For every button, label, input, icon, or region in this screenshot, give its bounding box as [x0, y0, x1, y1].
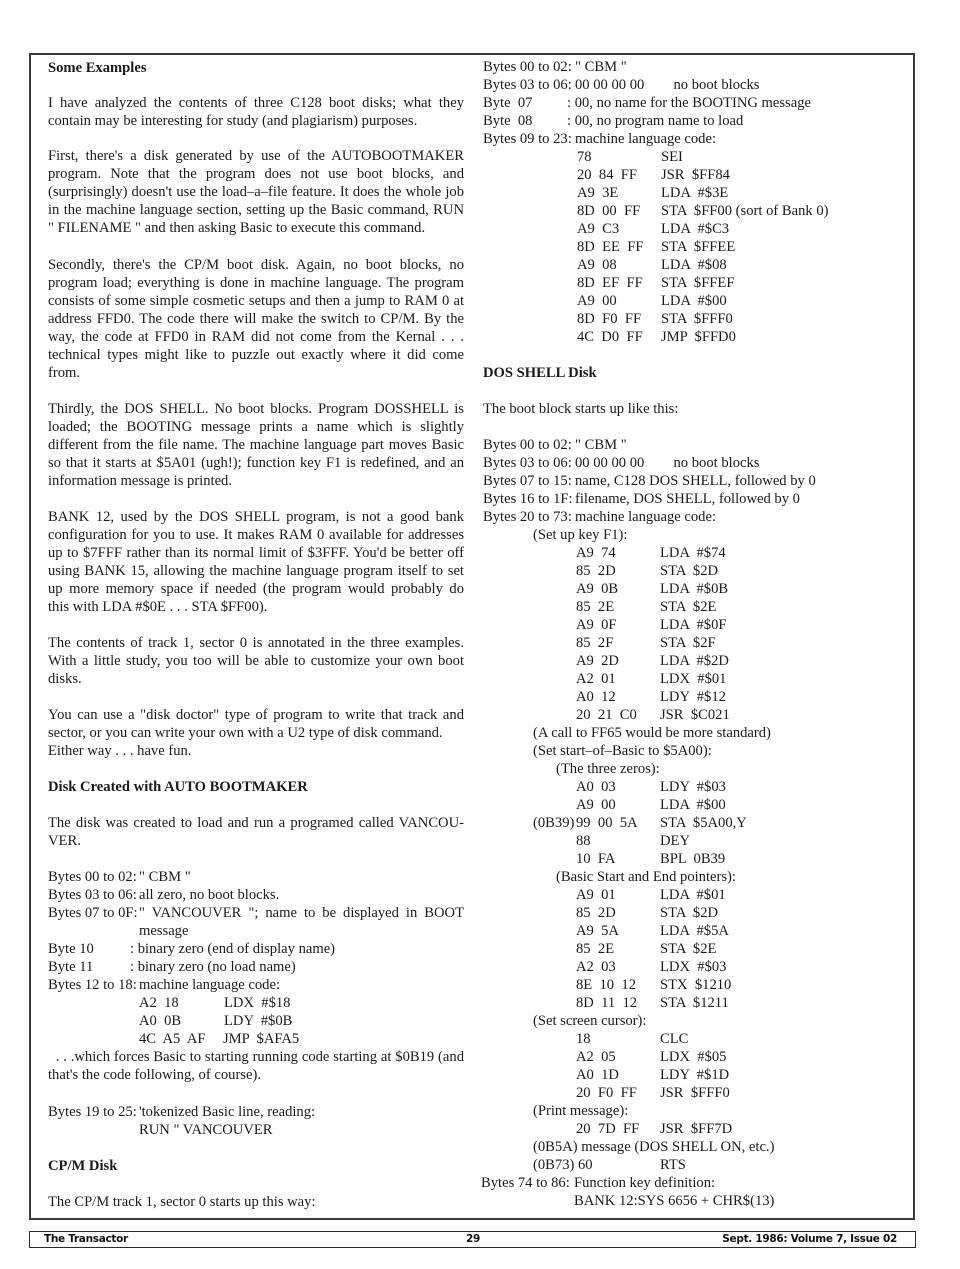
code-comment: (A call to FF65 would be more standard) [533, 725, 771, 741]
byte-value: : 00, no name for the BOOTING message [567, 95, 811, 111]
code-asm: STA $FFF0 [661, 311, 733, 327]
byte-value: " VANCOUVER "; name to be displayed in BOOT [139, 905, 464, 921]
code-hex: 78 [577, 149, 592, 165]
code-hex: 85 2D [576, 563, 616, 579]
paragraph-line: that's the code following, of course). [48, 1067, 261, 1083]
byte-label: Bytes 03 to 06: [483, 77, 572, 93]
paragraph-line: way, the code at FFD0 in RAM did not come from the Kernal . . . [48, 329, 464, 345]
byte-value: " CBM " [575, 437, 627, 453]
code-asm: CLC [660, 1031, 689, 1047]
code-asm: LDX #$03 [660, 959, 727, 975]
byte-value: filename, DOS SHELL, followed by 0 [575, 491, 800, 507]
code-asm: STX $1210 [660, 977, 732, 993]
code-hex: 85 2E [576, 599, 615, 615]
code-hex: 4C A5 AF [139, 1031, 206, 1047]
byte-value: : binary zero (no load name) [130, 959, 296, 975]
code-hex: 8D F0 FF [577, 311, 642, 327]
byte-label: Byte 10 [48, 941, 94, 957]
paragraph-line: contain may be interesting for study (and plagiarism) purposes. [48, 113, 418, 129]
byte-label: Bytes 20 to 73: [483, 509, 572, 525]
footer-issue: Sept. 1986: Volume 7, Issue 02 [722, 1233, 897, 1245]
paragraph-line: The boot block starts up like this: [483, 401, 679, 417]
byte-value: : binary zero (end of display name) [130, 941, 336, 957]
byte-label: Bytes 07 to 15: [483, 473, 572, 489]
code-asm: STA $FFEE [661, 239, 736, 255]
code-asm: LDA #$08 [661, 257, 727, 273]
paragraph-line: " FILENAME " and then asking Basic to execute this command. [48, 220, 426, 236]
paragraph-line: Thirdly, the DOS SHELL. No boot blocks. Program DOSSHELL is [48, 401, 464, 417]
byte-value: 00 00 00 00 no boot blocks [575, 455, 760, 471]
paragraph-line: sector, or you can write your own with a U2 type of disk command. [48, 725, 443, 741]
paragraph-line: program. Note that the program does not use boot blocks, and [48, 166, 464, 182]
code-hex: 85 2E [576, 941, 615, 957]
code-hex: 8D 00 FF [577, 203, 641, 219]
code-hex: A9 3E [577, 185, 619, 201]
byte-label: Bytes 74 to 86: [481, 1175, 570, 1191]
code-asm: JMP $AFA5 [223, 1031, 300, 1047]
code-hex: 20 21 C0 [576, 707, 637, 723]
paragraph-line: disks. [48, 671, 82, 687]
byte-value: " CBM " [575, 59, 627, 75]
code-basic-line: RUN " VANCOUVER [139, 1122, 273, 1138]
byte-label: Byte 07 [483, 95, 533, 111]
code-asm: JSR $FF84 [661, 167, 730, 183]
code-asm: STA $2D [660, 905, 719, 921]
code-asm: LDY #$03 [660, 779, 726, 795]
code-hex: A0 03 [576, 779, 616, 795]
code-address: (0B73) 60 [533, 1157, 593, 1173]
code-asm: STA $2E [660, 941, 717, 957]
code-asm: LDX #$18 [224, 995, 291, 1011]
code-hex: 8E 10 12 [576, 977, 636, 993]
code-asm: STA $2E [660, 599, 717, 615]
code-hex: A0 0B [139, 1013, 182, 1029]
code-hex: 4C D0 FF [577, 329, 643, 345]
code-asm: JSR $FFF0 [660, 1085, 730, 1101]
code-hex: 85 2F [576, 635, 614, 651]
code-asm: LDY #$0B [224, 1013, 293, 1029]
code-hex: A2 18 [139, 995, 179, 1011]
code-comment: (0B5A) message (DOS SHELL ON, etc.) [533, 1139, 775, 1155]
code-comment: (Basic Start and End pointers): [556, 869, 736, 885]
heading-some-examples: Some Examples [48, 60, 147, 76]
byte-value: " CBM " [139, 869, 191, 885]
code-comment: (The three zeros): [556, 761, 660, 777]
byte-value: machine language code: [139, 977, 281, 993]
code-hex: A9 0B [576, 581, 619, 597]
byte-label: Bytes 16 to 1F: [483, 491, 573, 507]
code-hex: 8D EE FF [577, 239, 644, 255]
code-hex: 8D 11 12 [576, 995, 638, 1011]
paragraph-line: up more memory space if needed (the program would probably do [48, 581, 464, 597]
page-footer [29, 1231, 916, 1248]
paragraph-line: Secondly, there's the CP/M boot disk. Again, no boot blocks, no [48, 257, 464, 273]
code-hex: A0 12 [576, 689, 616, 705]
code-address: (0B39) [533, 815, 575, 831]
code-hex: A9 5A [576, 923, 619, 939]
byte-value: machine language code: [575, 131, 717, 147]
code-asm: SEI [661, 149, 683, 165]
byte-label: Bytes 09 to 23: [483, 131, 572, 147]
code-hex: A9 00 [577, 293, 617, 309]
code-hex: 85 2D [576, 905, 616, 921]
code-hex: A9 08 [577, 257, 617, 273]
heading-auto-bootmaker: Disk Created with AUTO BOOTMAKER [48, 779, 308, 795]
code-asm: STA $FF00 (sort of Bank 0) [661, 203, 829, 219]
code-asm: LDA #$0B [660, 581, 729, 597]
byte-label: Bytes 00 to 02: [483, 437, 572, 453]
code-comment: (Set start–of–Basic to $5A00): [533, 743, 712, 759]
byte-label: Bytes 00 to 02: [483, 59, 572, 75]
code-asm: LDA #$0F [660, 617, 727, 633]
byte-label: Bytes 12 to 18: [48, 977, 137, 993]
code-asm: LDA #$74 [660, 545, 726, 561]
footer-page-number: 29 [466, 1233, 481, 1245]
code-asm: LDY #$12 [660, 689, 726, 705]
code-asm: DEY [660, 833, 690, 849]
code-asm: LDA #$00 [660, 797, 726, 813]
byte-value: 00 00 00 00 no boot blocks [575, 77, 760, 93]
byte-value: : 00, no program name to load [567, 113, 744, 129]
paragraph-line: this with LDA #$0E . . . STA $FF00). [48, 599, 268, 615]
byte-label: Bytes 03 to 06: [483, 455, 572, 471]
paragraph-line: The CP/M track 1, sector 0 starts up this way: [48, 1194, 316, 1210]
code-hex: 8D EF FF [577, 275, 643, 291]
code-hex: A9 2D [576, 653, 619, 669]
byte-label: Byte 08 [483, 113, 533, 129]
byte-value: all zero, no boot blocks. [139, 887, 280, 903]
paragraph-line: BANK 12, used by the DOS SHELL program, is not a good bank [48, 509, 464, 525]
code-hex: 99 00 5A [576, 815, 638, 831]
code-hex: 18 [576, 1031, 591, 1047]
code-hex: 20 7D FF [576, 1121, 640, 1137]
paragraph-line: in the machine language section, setting up the Basic command, RUN [48, 202, 464, 218]
heading-cpm-disk: CP/M Disk [48, 1158, 118, 1174]
paragraph-line: configuration for you to use. It makes RAM 0 available for addresses [48, 527, 464, 543]
code-asm: LDA #$01 [660, 887, 726, 903]
paragraph-line: The disk was created to load and run a programed called VANCOU- [48, 815, 464, 831]
paragraph-line: using BANK 15, allowing the machine language program itself to set [48, 563, 464, 579]
paragraph-line: VER. [48, 833, 81, 849]
paragraph-line: information message is printed. [48, 473, 233, 489]
byte-value: Function key definition: [574, 1175, 716, 1191]
paragraph-line: You can use a "disk doctor" type of program to write that track and [48, 707, 464, 723]
code-hex: A2 05 [576, 1049, 616, 1065]
code-asm: LDA #$2D [660, 653, 729, 669]
code-asm: LDA #$00 [661, 293, 727, 309]
code-asm: LDY #$1D [660, 1067, 730, 1083]
code-hex: A9 01 [576, 887, 616, 903]
byte-value: name, C128 DOS SHELL, followed by 0 [575, 473, 816, 489]
paragraph-line: from. [48, 365, 81, 381]
code-asm: BPL 0B39 [660, 851, 726, 867]
code-hex: 20 84 FF [577, 167, 638, 183]
code-asm: JSR $FF7D [660, 1121, 733, 1137]
code-hex: 10 FA [576, 851, 616, 867]
code-asm: LDX #$01 [660, 671, 727, 687]
paragraph-line: so that it starts at $5A01 (ugh!); function key F1 is redefined, and an [48, 455, 464, 471]
byte-label: Bytes 00 to 02: [48, 869, 137, 885]
code-hex: A9 0F [576, 617, 617, 633]
paragraph-line: program load; everything is done in machine language. The program [48, 275, 464, 291]
paragraph-line: First, there's a disk generated by use of the AUTOBOOTMAKER [48, 148, 464, 164]
code-asm: LDA #$C3 [661, 221, 730, 237]
paragraph-line: consists of some simple cosmetic setups and then a jump to RAM 0 at [48, 293, 464, 309]
code-asm: STA $5A00,Y [660, 815, 747, 831]
code-asm: RTS [660, 1157, 686, 1173]
paragraph-line: The contents of track 1, sector 0 is annotated in the three examples. [48, 635, 464, 651]
code-asm: JSR $C021 [660, 707, 730, 723]
footer-publication: The Transactor [44, 1233, 128, 1245]
paragraph-line: Either way . . . have fun. [48, 743, 192, 759]
heading-dos-shell-disk: DOS SHELL Disk [483, 365, 597, 381]
paragraph-line: different from the file name. The machine language part moves Basic [48, 437, 464, 453]
code-hex: A2 03 [576, 959, 616, 975]
paragraph-line: (surprisingly) doesn't use the load–a–file feature. It does the whole job [48, 184, 464, 200]
code-asm: STA $2F [660, 635, 716, 651]
code-asm: STA $1211 [660, 995, 729, 1011]
code-comment: (Set screen cursor): [533, 1013, 647, 1029]
code-asm: STA $FFEF [661, 275, 735, 291]
code-hex: 88 [576, 833, 591, 849]
code-hex: A9 C3 [577, 221, 620, 237]
byte-label: Bytes 03 to 06: [48, 887, 137, 903]
code-comment: (Set up key F1): [533, 527, 628, 543]
byte-label: Bytes 07 to 0F: [48, 905, 138, 921]
paragraph-line: I have analyzed the contents of three C128 boot disks; what they [48, 95, 464, 111]
code-hex: A2 01 [576, 671, 616, 687]
paragraph-line: address FFD0. The code there will make the switch to CP/M. By the [48, 311, 464, 327]
code-basic-line: BANK 12:SYS 6656 + CHR$(13) [574, 1193, 775, 1209]
code-asm: LDX #$05 [660, 1049, 727, 1065]
byte-label: Byte 11 [48, 959, 94, 975]
code-asm: LDA #$3E [661, 185, 729, 201]
byte-value: machine language code: [575, 509, 717, 525]
code-comment: (Print message): [533, 1103, 629, 1119]
code-hex: A9 00 [576, 797, 616, 813]
byte-value: 'tokenized Basic line, reading: [139, 1104, 316, 1120]
paragraph-line: loaded; the BOOTING message prints a name which is slightly [48, 419, 464, 435]
code-hex: A0 1D [576, 1067, 619, 1083]
byte-label: Bytes 19 to 25: [48, 1104, 137, 1120]
byte-value: message [139, 923, 189, 939]
paragraph-line: . . .which forces Basic to starting running code starting at $0B19 (and [48, 1049, 464, 1065]
paragraph-line: up to $7FFF rather than its normal limit of $3FFF. You'd be better off [48, 545, 464, 561]
paragraph-line: With a little study, you too will be able to customize your own boot [48, 653, 464, 669]
code-asm: JMP $FFD0 [661, 329, 736, 345]
code-asm: LDA #$5A [660, 923, 729, 939]
code-hex: A9 74 [576, 545, 616, 561]
code-asm: STA $2D [660, 563, 719, 579]
code-hex: 20 F0 FF [576, 1085, 637, 1101]
paragraph-line: technical types might like to puzzle out exactly where it did come [48, 347, 464, 363]
